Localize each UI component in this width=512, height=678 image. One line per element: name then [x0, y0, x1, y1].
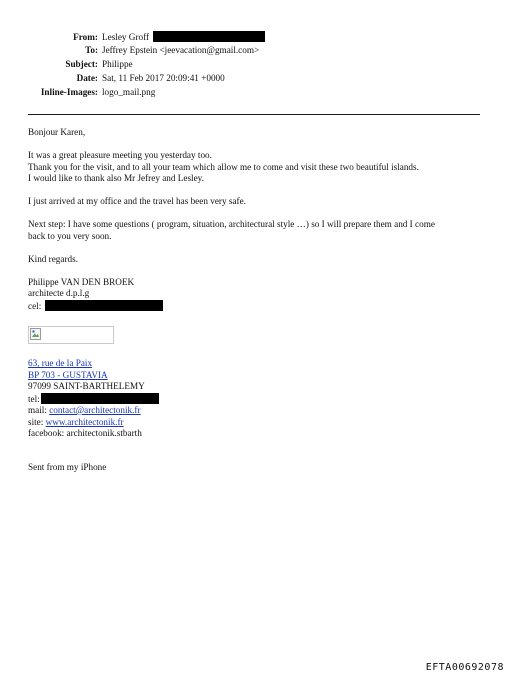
- signature: [28, 277, 488, 313]
- inline-images-label: Inline-Images:: [40, 87, 98, 97]
- facebook-line: [28, 428, 488, 440]
- from-row: [0, 31, 512, 45]
- mail-label: mail:: [28, 405, 47, 415]
- broken-image-icon: [30, 328, 41, 340]
- from-label: From:: [73, 32, 98, 42]
- subject-row: [0, 59, 512, 73]
- paragraph-line: Next step: I have some questions ( program, situation, architectural style …) so I will prepare them and I come: [28, 219, 435, 229]
- paragraph-next-step: [28, 219, 488, 242]
- facebook-value: architectonik.stbarth: [66, 428, 142, 438]
- date-label: Date:: [76, 73, 98, 83]
- document-id: EFTA00692078: [425, 662, 504, 673]
- tel-line: [28, 393, 488, 406]
- redaction-bar: [153, 31, 265, 42]
- paragraph-thanks: [28, 150, 488, 185]
- subject-label: Subject:: [65, 59, 98, 69]
- signature-title: architecte d.p.l.g: [28, 288, 90, 298]
- redaction-bar: [45, 300, 163, 311]
- email-header: [0, 31, 512, 101]
- inline-images-row: [0, 87, 512, 101]
- sent-from: Sent from my iPhone: [28, 461, 107, 472]
- facebook-label: facebook:: [28, 428, 65, 438]
- tel-label: tel:: [28, 393, 40, 404]
- broken-logo-image: [28, 326, 114, 344]
- closing: Kind regards.: [28, 253, 79, 264]
- email-body: [28, 127, 488, 485]
- site-line: [28, 417, 488, 429]
- to-label: To:: [85, 45, 98, 55]
- subject-value: Philippe: [102, 59, 133, 69]
- paragraph-line: I would like to thank also Mr Jefrey and Lesley.: [28, 173, 204, 183]
- date-value: Sat, 11 Feb 2017 20:09:41 +0000: [102, 73, 225, 83]
- site-label: site:: [28, 416, 44, 427]
- from-value: [102, 31, 265, 44]
- signature-name: Philippe VAN DEN BROEK: [28, 276, 135, 287]
- from-name: Lesley Groff: [102, 32, 150, 42]
- greeting: Bonjour Karen,: [28, 127, 86, 137]
- signature-cel: [28, 300, 488, 313]
- mail-line: [28, 405, 488, 417]
- paragraph-line: Thank you for the visit, and to all your team which allow me to come and visit these two beautiful islands.: [28, 161, 419, 172]
- paragraph-arrival: I just arrived at my office and the travel has been very safe.: [28, 196, 246, 206]
- address-city: 97099 SAINT-BARTHELEMY: [28, 381, 145, 391]
- to-row: [0, 45, 512, 59]
- cel-label: cel:: [28, 300, 42, 311]
- paragraph-line: back to you very soon.: [28, 230, 112, 241]
- inline-images-value: logo_mail.png: [102, 87, 156, 97]
- contact-block: [28, 358, 488, 440]
- address-link-street[interactable]: 63, rue de la Paix: [28, 358, 93, 368]
- header-divider: [28, 114, 480, 115]
- site-link[interactable]: www.architectonik.fr: [45, 416, 124, 427]
- paragraph-line: It was a great pleasure meeting you yesterday too.: [28, 150, 212, 160]
- address-link-bp[interactable]: BP 703 - GUSTAVIA: [28, 369, 108, 380]
- date-row: [0, 73, 512, 87]
- mail-link[interactable]: contact@architectonik.fr: [49, 405, 141, 415]
- to-value: Jeffrey Epstein <jeevacation@gmail.com>: [102, 45, 260, 55]
- redaction-bar: [41, 393, 159, 404]
